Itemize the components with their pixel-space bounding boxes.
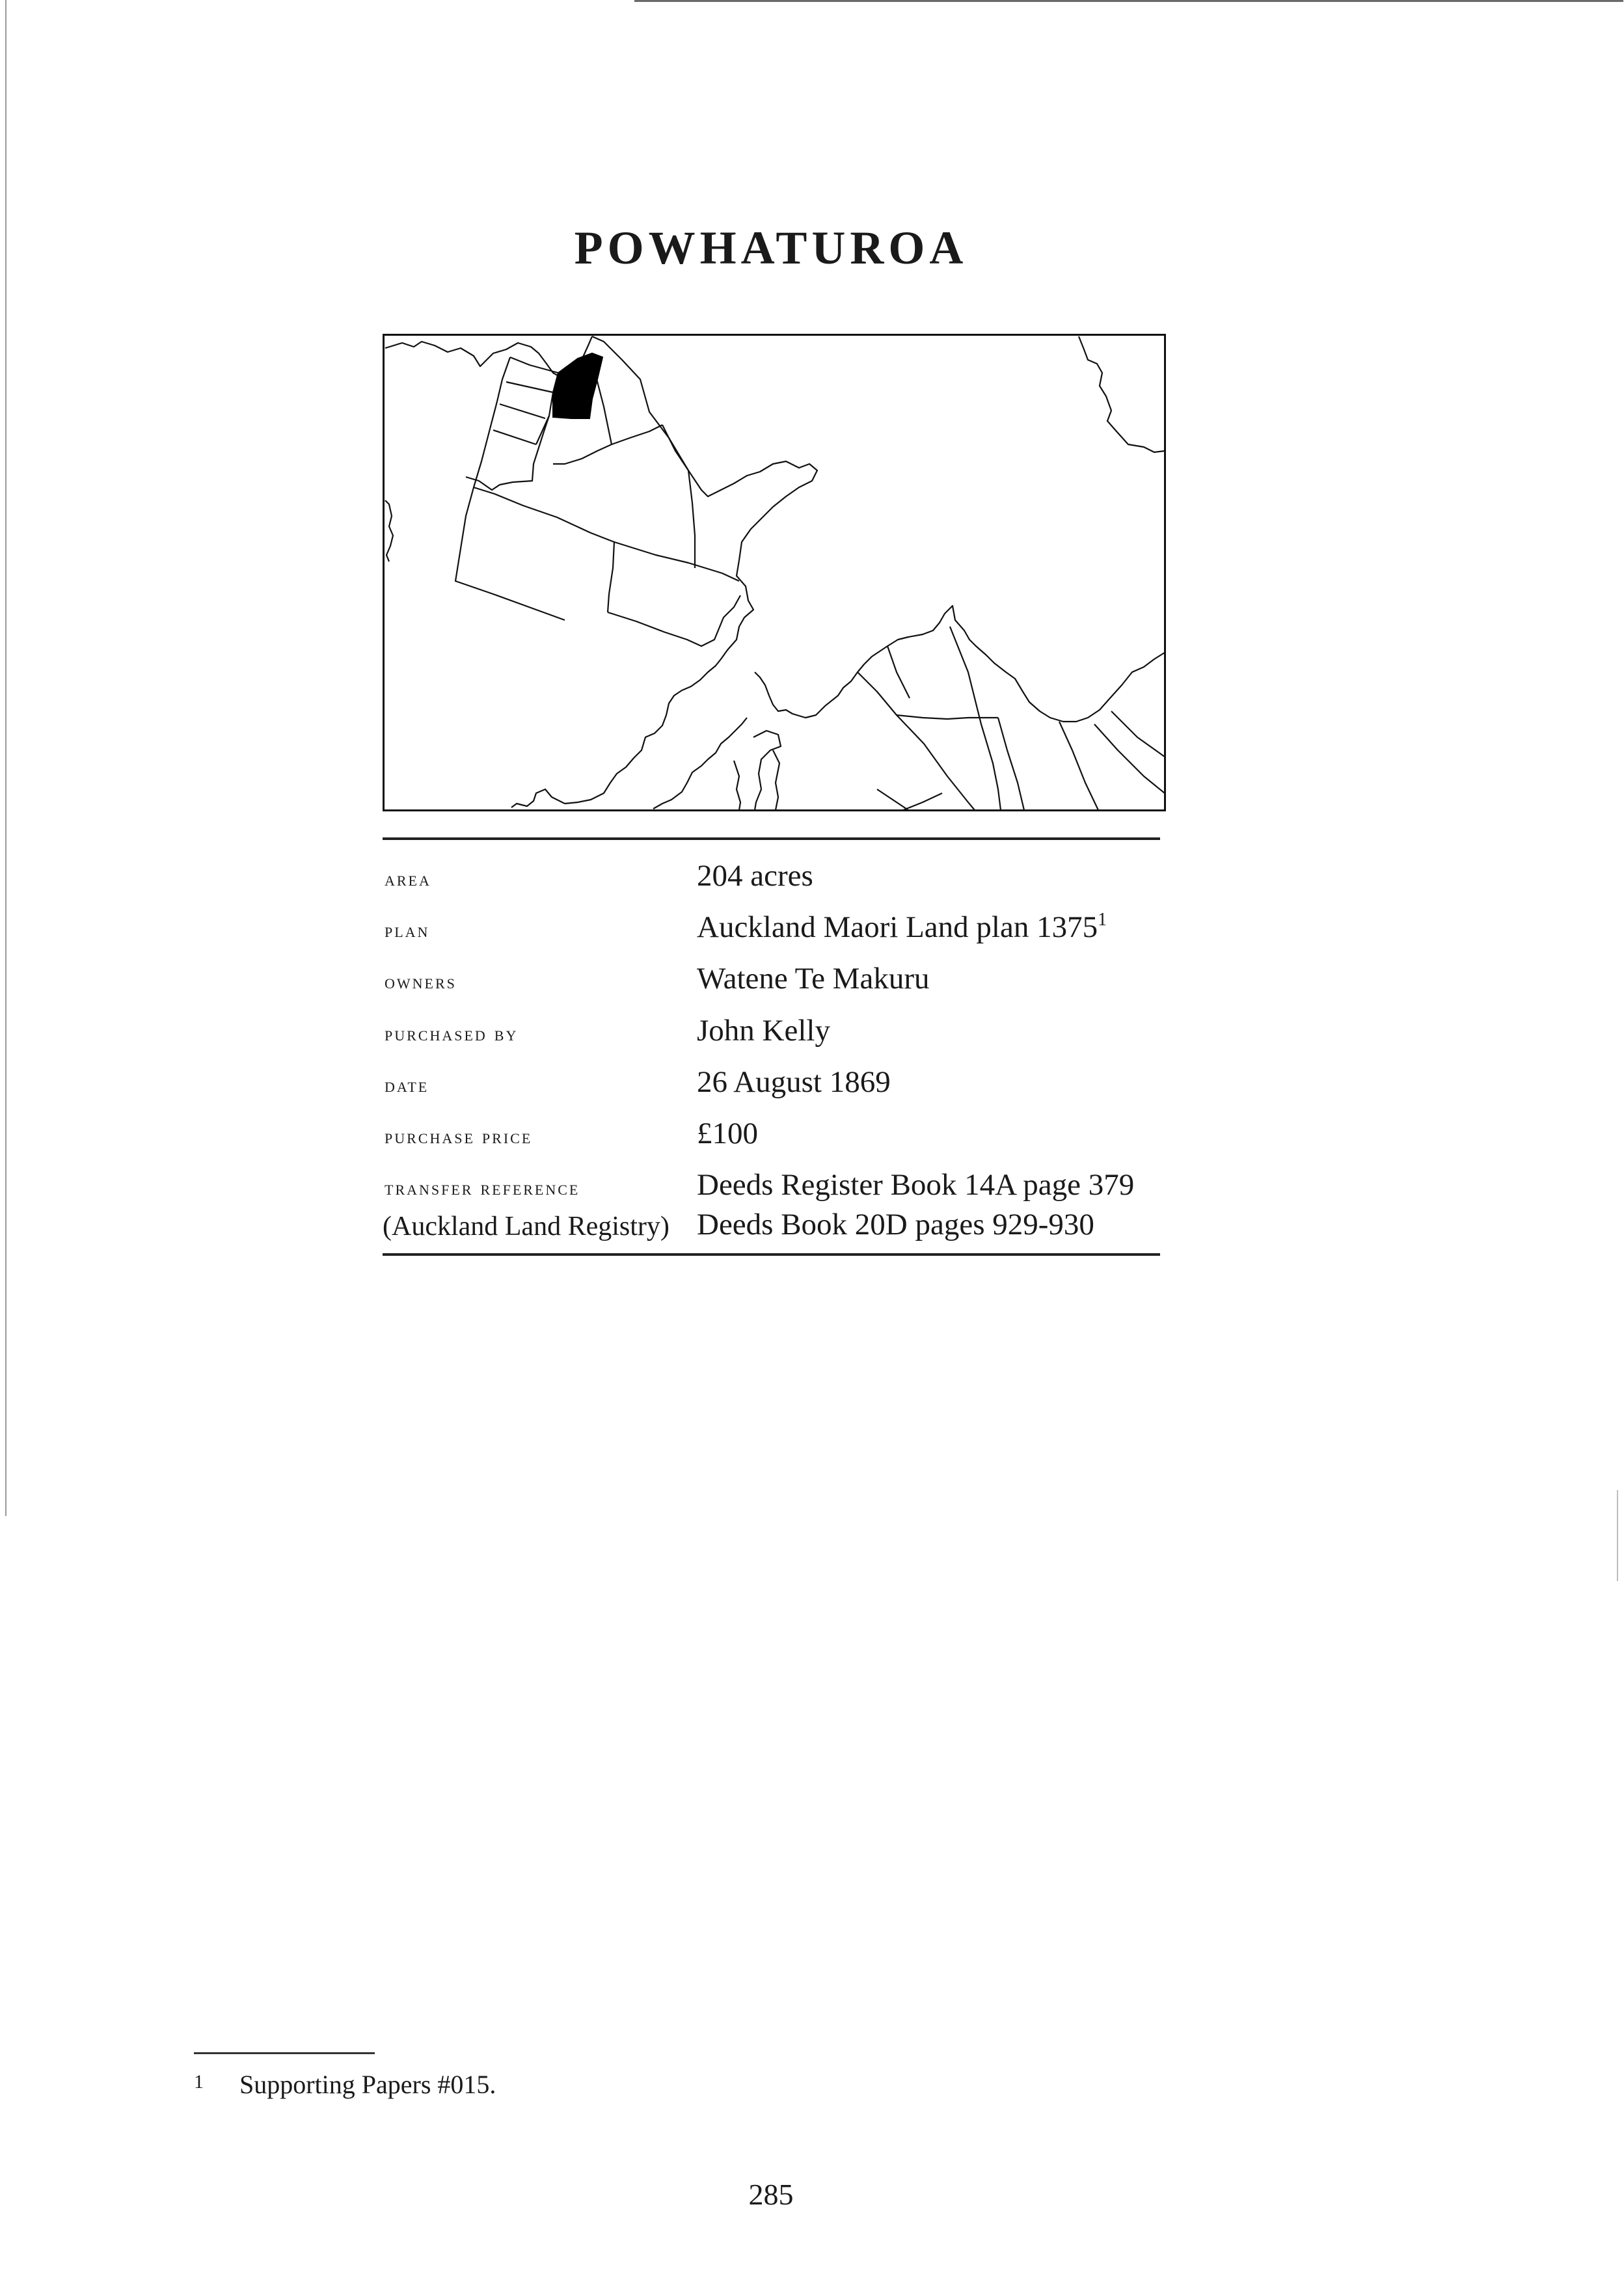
- date-value: 26 August 1869: [697, 1065, 891, 1099]
- scan-edge-right: [1617, 1490, 1618, 1581]
- owners-label: owners: [385, 970, 457, 993]
- plan-value-wrap: [697, 910, 1107, 945]
- footnote-rule: [194, 2052, 375, 2054]
- area-label: area: [385, 867, 431, 890]
- purchased-by-value: John Kelly: [697, 1014, 830, 1048]
- map-border: [384, 335, 1165, 811]
- date-label: date: [385, 1073, 429, 1096]
- purchase-price-value: £100: [697, 1117, 758, 1150]
- row-plan: [383, 902, 1160, 947]
- footnote-text: Supporting Papers #015.: [239, 2070, 496, 2099]
- table-top-rule: [383, 837, 1160, 840]
- plan-value: Auckland Maori Land plan 1375: [697, 910, 1098, 944]
- location-map: [383, 334, 1166, 811]
- purchase-price-label: purchase price: [385, 1124, 533, 1148]
- page-number: 285: [748, 2178, 794, 2211]
- area-value: 204 acres: [697, 859, 813, 893]
- row-transfer-registry: [383, 1199, 1160, 1245]
- transfer-registry-label: (Auckland Land Registry): [383, 1212, 670, 1241]
- purchased-by-label: purchased by: [385, 1022, 519, 1045]
- footnote-number: 1: [194, 2071, 204, 2093]
- row-transfer-reference: [383, 1159, 1160, 1205]
- scan-edge-top: [634, 0, 1623, 2]
- owners-value: Watene Te Makuru: [697, 962, 930, 996]
- row-owners: [383, 953, 1160, 999]
- page-title: POWHATUROA: [574, 222, 968, 274]
- row-date: [383, 1057, 1160, 1102]
- plan-label: plan: [385, 918, 430, 942]
- row-purchase-price: [383, 1108, 1160, 1154]
- transfer-reference-value-2: Deeds Book 20D pages 929-930: [697, 1208, 1094, 1241]
- row-purchased-by: [383, 1005, 1160, 1051]
- plan-footnote-ref: 1: [1098, 910, 1107, 930]
- row-area: [383, 850, 1160, 896]
- transfer-reference-value-1: Deeds Register Book 14A page 379: [697, 1168, 1135, 1202]
- table-bottom-rule: [383, 1253, 1160, 1256]
- transfer-reference-label: transfer reference: [385, 1176, 580, 1199]
